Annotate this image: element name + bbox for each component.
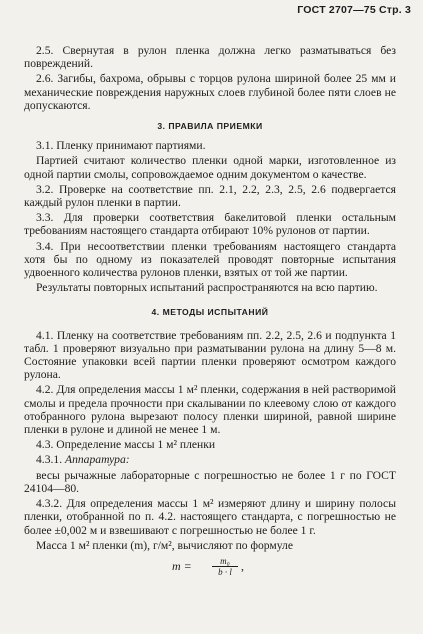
formula-fraction — [212, 556, 238, 577]
clause-title: Аппаратура: — [65, 453, 130, 467]
page-header: ГОСТ 2707—75 Стр. 3 — [297, 4, 411, 16]
paragraph-3-1: 3.1. Пленку принимают партиями. — [36, 139, 206, 153]
clause-number: 4.3.1. — [36, 453, 63, 467]
document-body — [24, 44, 396, 580]
formula-denominator: b · l — [218, 566, 232, 577]
paragraph-4-3-2: 4.3.2. Для определения массы 1 м² измеряют длину и ширину полосы пленки, отобранной по п. 4.2. настоящего стандарта, с погрешностью не более ±0,002 м и взвешивают с погрешностью не более 1 г. — [24, 497, 396, 537]
paragraph-3-1-lot: Партией считают количество пленки одной марки, изготовленное из одной партии смолы, сопровождаемое одним документом о качестве. — [24, 154, 396, 181]
paragraph-3-3: 3.3. Для проверки соответствия бакелитовой пленки остальным требованиям настоящего стандарта отбирают 10% рулонов от партии. — [24, 211, 396, 238]
formula-comma: , — [241, 558, 244, 573]
paragraph-4-1: 4.1. Пленку на соответствие требованиям пп. 2.2, 2.5, 2.6 и подпункта 1 табл. 1 проверяют визуально при разматывании рулона на длину 5—8 м. Состояние упаковки всей партии пленки проверяют осмотром каждого рулона. — [24, 328, 396, 382]
paragraph-3-4: 3.4. При несоответствии пленки требованиям настоящего стандарта хотя бы по одному из показателей проводят повторные испытания удвоенного количества рулонов пленки, взятых от той же партии. — [24, 239, 396, 280]
paragraph-2-6: 2.6. Загибы, бахрома, обрывы с торцов рулона шириной более 25 мм и механические повреждения наружных слоев глубиной более пяти слоев не допускаются. — [24, 72, 396, 112]
paragraph-4-3: 4.3. Определение массы 1 м² пленки — [36, 438, 216, 452]
paragraph-4-3-1-text: весы рычажные лабораторные с погрешностью не более 1 г по ГОСТ 24104—80. — [24, 468, 396, 495]
section-heading-4: 4. МЕТОДЫ ИСПЫТАНИЙ — [151, 307, 269, 318]
formula-numerator: m₀ — [212, 556, 238, 567]
paragraph-4-3-1 — [24, 453, 396, 466]
paragraph-2-5: 2.5. Свернутая в рулон пленка должна легко разматываться без повреждений. — [24, 44, 396, 71]
mass-formula — [24, 556, 396, 580]
paragraph-3-2: 3.2. Проверке на соответствие пп. 2.1, 2.2, 2.3, 2.5, 2.6 подвергается каждый рулон пленки в партии. — [24, 182, 396, 210]
section-heading-3: 3. ПРАВИЛА ПРИЕМКИ — [157, 121, 263, 132]
paragraph-4-2: 4.2. Для определения массы 1 м² пленки, содержания в ней растворимой смолы и предела прочности при скалывании по клеевому слою от каждого отобранного рулона вырезают полосу пленки шириной, равной ширине пленки в рулоне и длиной не менее 1 м. — [24, 383, 396, 437]
formula-intro: Масса 1 м² пленки (m), г/м², вычисляют по формуле — [36, 538, 293, 552]
formula-lhs: m = — [172, 558, 192, 573]
paragraph-3-4-results: Результаты повторных испытаний распространяются на всю партию. — [36, 281, 378, 295]
